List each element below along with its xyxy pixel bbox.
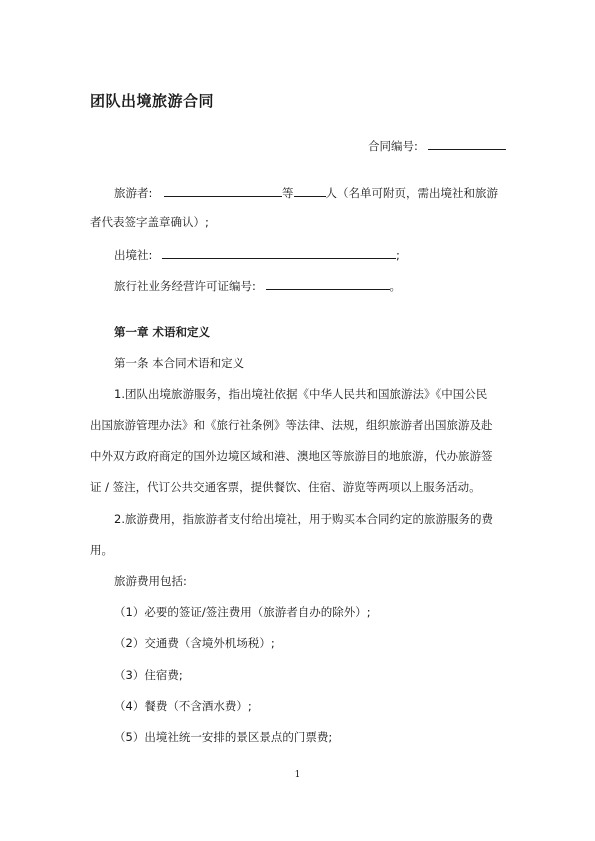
chapter-heading: 第一章 术语和定义 <box>114 325 211 339</box>
agency-end: ; <box>396 248 400 262</box>
tourist-count-prefix: 等 <box>282 186 294 200</box>
tourist-row <box>114 184 498 201</box>
tourist-count-blank[interactable] <box>294 184 326 197</box>
page-number: 1 <box>294 770 301 780</box>
item2-line-2: 用。 <box>90 543 113 557</box>
fee-item: （4）餐费（不含酒水费）; <box>114 699 252 713</box>
fee-item: （1）必要的签证/签注费用（旅游者自办的除外）; <box>114 605 371 619</box>
agency-name-blank[interactable] <box>162 246 396 259</box>
license-row <box>114 277 401 294</box>
contract-number-row <box>368 137 506 154</box>
license-end: 。 <box>389 279 402 293</box>
item1-line-4: 证 / 签注，代订公共交通客票，提供餐饮、住宿、游览等两项以上服务活动。 <box>90 480 481 494</box>
fee-item: （2）交通费（含境外机场税）; <box>114 636 275 650</box>
item1-line-1: 1.团队出境旅游服务，指出境社依据《中华人民共和国旅游法》《中国公民 <box>114 387 488 401</box>
fee-item: （3）住宿费; <box>114 668 183 682</box>
article-heading: 第一条 本合同术语和定义 <box>114 356 245 370</box>
fee-intro: 旅游费用包括: <box>114 574 187 588</box>
agency-label: 出境社: <box>114 248 153 262</box>
item2-line-1: 2.旅游费用，指旅游者支付给出境社，用于购买本合同约定的旅游服务的费 <box>114 512 493 526</box>
agency-row <box>114 246 400 263</box>
item1-line-3: 中外双方政府商定的国外边境区域和港、澳地区等旅游目的地旅游，代办旅游签 <box>90 449 493 463</box>
item1-line-2: 出国旅游管理办法》和《旅行社条例》等法律、法规，组织旅游者出国旅游及赴 <box>90 418 493 432</box>
document-title: 团队出境旅游合同 <box>90 92 215 110</box>
tourist-row-2: 者代表签字盖章确认）; <box>90 215 209 229</box>
license-number-blank[interactable] <box>266 277 390 290</box>
tourist-count-suffix: 人（名单可附页，需出境社和旅游 <box>325 186 499 200</box>
contract-number-label: 合同编号: <box>368 139 418 153</box>
license-label: 旅行社业务经营许可证编号: <box>114 279 256 293</box>
contract-number-blank[interactable] <box>428 137 506 150</box>
fee-item: （5）出境社统一安排的景区景点的门票费; <box>114 730 333 744</box>
tourist-name-blank[interactable] <box>164 184 282 197</box>
tourist-label: 旅游者: <box>114 186 153 200</box>
